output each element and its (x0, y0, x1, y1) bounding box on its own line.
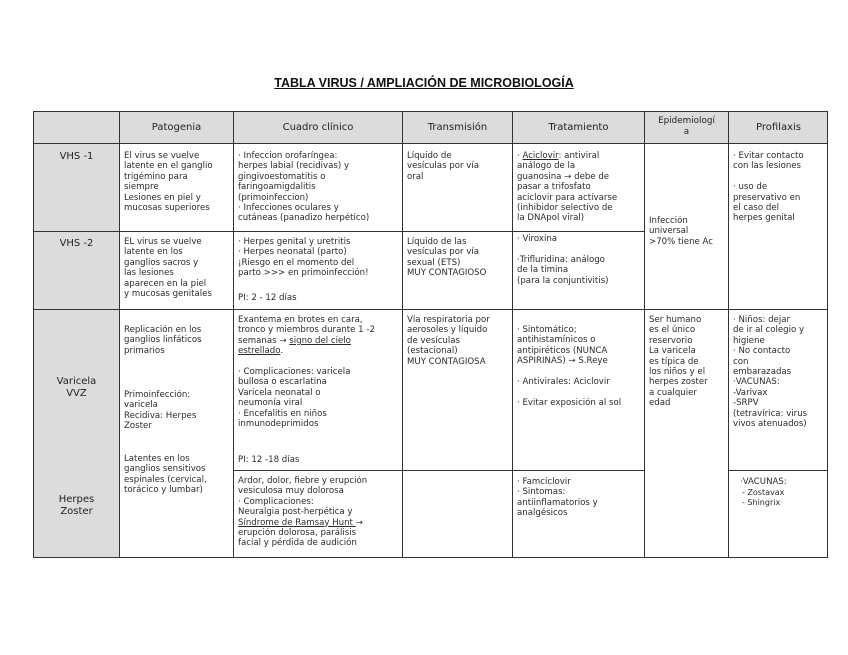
varicela-epidemiologia: Ser humano es el único reservorio La varicela es típica de los niños y el herpes zoster a cualquier edad (649, 315, 708, 409)
vhs-profilaxis: · Evitar contacto con las lesiones · uso de preservativo en el caso del herpes genital (733, 151, 804, 224)
header-cuadro-clinico: Cuadro clínico (282, 121, 354, 133)
herpes-cuadro-text-b: → erupción dolorosa, parálisis facial y pérdida de audición (238, 517, 363, 549)
page-title: TABLA VIRUS / AMPLIACIÓN DE MICROBIOLOGÍA (274, 76, 574, 90)
varicela-tratamiento: · Sintomático; antihistamínicos o antipiréticos (NUNCA ASPIRINAS) → S.Reye · Antivirales: Aciclovir · Evitar exposición al sol (517, 325, 622, 408)
vhs1-transmision: Líquido de vesículas por vía oral (407, 151, 479, 182)
varicela-patogenia-replicacion: Replicación en los ganglios linfáticos primarios (124, 325, 202, 356)
varicela-patogenia-latentes: Latentes en los ganglios sensitivos espinales (cervical, torácico y lumbar) (124, 454, 207, 496)
varicela-transmision: Vía respiratoria por aerosoles y líquido de vesículas (estacional) MUY CONTAGIOSA (407, 315, 490, 367)
herpes-tratamiento: · Famciclovir · Sintomas: antiinflamatorios y analgésicos (517, 477, 598, 519)
vhs2-incubacion: PI: 2 - 12 días (238, 293, 297, 303)
header-tratamiento: Tratamiento (548, 121, 609, 133)
row-label-varicela: Varicela VVZ (56, 376, 97, 399)
header-epidemiologia: Epidemiologí a (658, 116, 715, 137)
varicela-profilaxis: · Niños: dejar de ir al colegio y higiene · No contacto con embarazadas ·VACUNAS: -Varivax -SRPV (tetravírica: virus vivos atenuados) (733, 315, 808, 430)
vhs1-cuadro-clinico: · Infeccion orofaríngea: herpes labial (recidivas) y gingivoestomatitis o faringoamigdalitis (primoinfeccion) · Infecciones oculares y cutáneas (panadizo herpético) (238, 151, 370, 224)
varicela-cuadro-clinico (238, 315, 401, 429)
ramsay-hunt-text: Síndrome de Ramsay Hunt (238, 517, 356, 528)
header-transmision: Transmisión (427, 121, 488, 133)
row-label-vhs1: VHS -1 (59, 151, 94, 162)
aciclovir-link-text: Aciclovir (522, 151, 559, 161)
header-patogenia: Patogenia (151, 121, 202, 133)
varicela-cuadro-text-b: . · Complicaciones: varicela bullosa o escarlatina Varicela neonatal o neumonía viral · Encefalitis en niños inmunodeprimidos (238, 346, 351, 430)
vhs-epidemiologia: Infección universal >70% tiene Ac (649, 216, 713, 247)
vhs-tratamiento-text: : antiviral análogo de la guanosina → debe de pasar a trifosfato aciclovir para activarse (inhibidor selectivo de la DNApol viral) · Viroxina ·Trifluridina: análogo de la timina (para la conjuntivitis) (517, 151, 618, 286)
varicela-incubacion: PI: 12 -18 días (238, 455, 300, 465)
vhs-tratamiento: · Aciclovir: antiviral análogo de la guanosina → debe de pasar a trifosfato aciclovir para activarse (inhibidor selectivo de la DNApol viral) · Viroxina ·Trifluridina: análogo de la timina (para la conjuntivitis) (517, 151, 618, 286)
cielo-estrellado-text: signo del cielo estrellado (238, 335, 351, 357)
row-label-herpes-zoster: Herpes Zoster (58, 494, 95, 517)
vhs1-patogenia: El virus se vuelve latente en el ganglio trigémino para siempre Lesiones en piel y mucosas superiores (124, 151, 213, 214)
varicela-patogenia-primoinfeccion: Primoinfección: varicela Recidiva: Herpes Zoster (124, 390, 197, 432)
herpes-profilaxis-title: ·VACUNAS: (740, 477, 787, 487)
vhs2-transmision: Líquido de las vesículas por vía sexual (ETS) MUY CONTAGIOSO (407, 237, 487, 279)
row-label-vhs2: VHS -2 (59, 238, 94, 249)
header-profilaxis: Profilaxis (756, 121, 801, 133)
herpes-cuadro-clinico (238, 476, 401, 549)
vhs2-cuadro-clinico: · Herpes genital y uretritis · Herpes neonatal (parto) ¡Riesgo en el momento del parto >>> en primoinfección! (238, 237, 369, 279)
varicela-cuadro-text-a: Exantema en brotes en cara, tronco y miembros durante 1 -2 semanas → (238, 315, 375, 346)
herpes-cuadro-text-a: Ardor, dolor, fiebre y erupción vesiculosa muy dolorosa · Complicaciones: Neuralgia post-herpética y (238, 476, 368, 518)
herpes-profilaxis-vacunas: - Zostavax - Shingrix (742, 488, 785, 507)
vhs2-patogenia: EL virus se vuelve latente en los ganglios sacros y las lesiones aparecen en la piel y mucosas genitales (124, 237, 212, 300)
